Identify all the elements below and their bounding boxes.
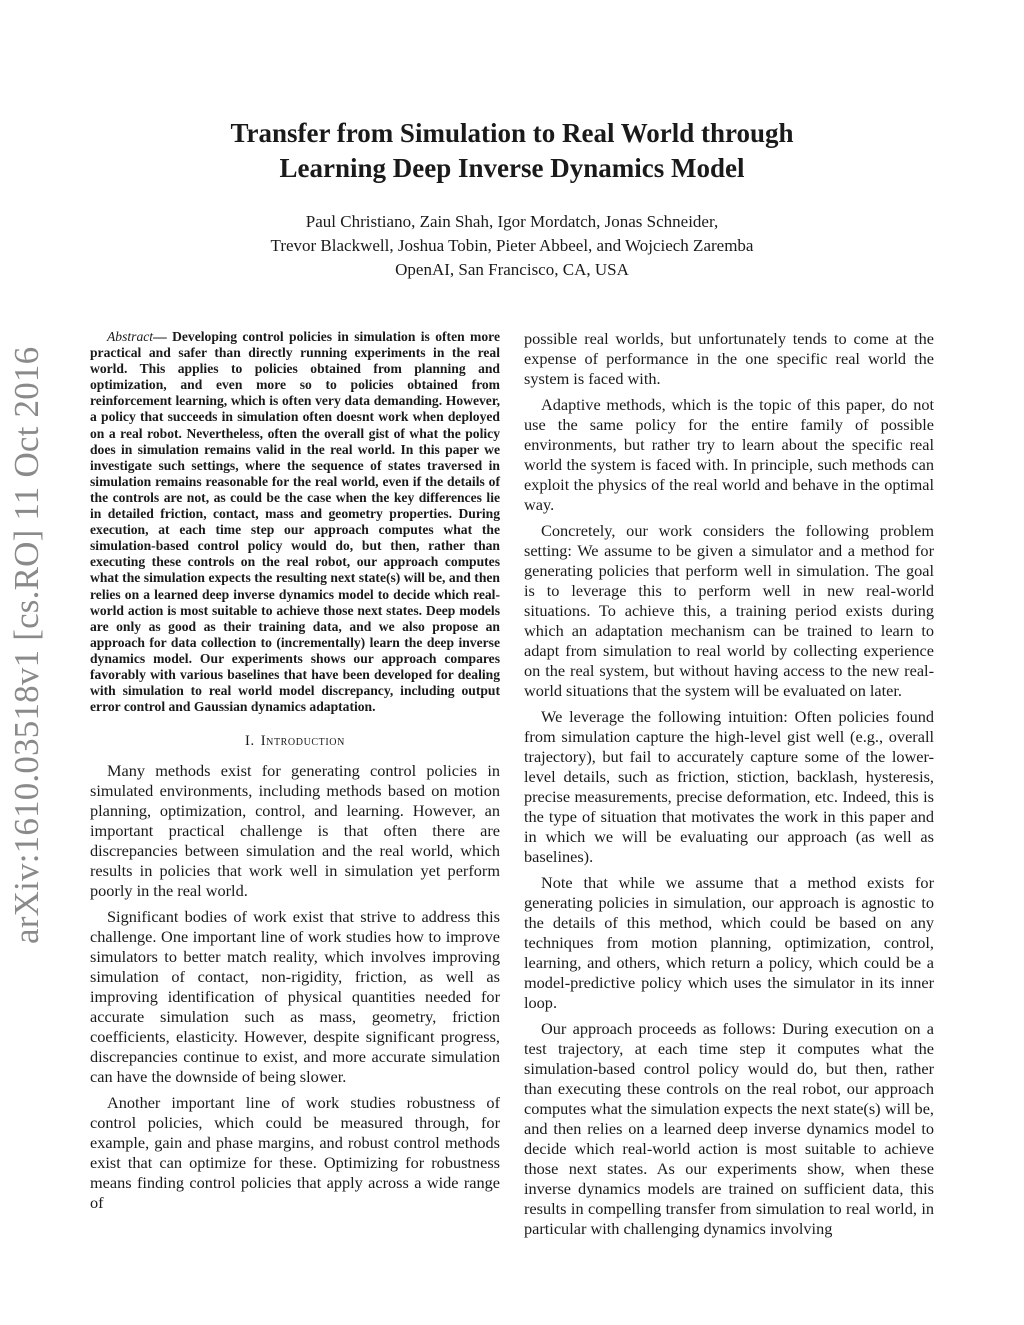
body-paragraph: Concretely, our work considers the following problem setting: We assume to be given a simulator and a method for generating policies that perform well in simulation. The goal is to leverage this to perform well in new real-world situations. To achieve this, a training period exists during which an adaptation mechanism can be trained to learn to adapt from simulation to real world by collecting experience on the real system, but without having access to the new real-world situations that the system will be evaluated on later. [524,521,934,700]
author-block [140,210,884,282]
body-paragraph: Another important line of work studies robustness of control policies, which could be measured through, for example, gain and phase margins, and robust control methods exist that can optimize for these. Optimizing for robustness means finding control policies that apply across a wide range of [90,1093,500,1213]
title-line: Learning Deep Inverse Dynamics Model [279,153,745,183]
author-line: Trevor Blackwell, Joshua Tobin, Pieter Abbeel, and Wojciech Zaremba [270,236,754,255]
body-paragraph: We leverage the following intuition: Often policies found from simulation capture the high-level gist well (e.g., overall trajectory), but fail to accurately capture some of the lower-level details, such as friction, stiction, backlash, hysteresis, precise measurements, precise deformation, etc. Indeed, this is the type of situation that motivates the work in this paper and in which we will be evaluating our approach (as well as baselines). [524,707,934,866]
section-number: I. [245,733,255,750]
body-paragraph: Significant bodies of work exist that strive to address this challenge. One important line of work studies how to improve simulators to better match reality, which involves improving simulation of contact, non-rigidity, friction, as well as improving identification of physical quantities needed for accurate simulation such as mass, geometry, friction coefficients, elasticity. However, despite significant progress, discrepancies continue to exist, and more accurate simulation can have the downside of being slower. [90,907,500,1087]
body-paragraph: Many methods exist for generating control policies in simulated environments, including methods based on motion planning, optimization, control, and learning. However, an important practical challenge is that often there are discrepancies between simulation and the real world, which results in policies that work well in simulation yet perform poorly in the real world. [90,761,500,901]
arxiv-identifier: arXiv:1610.03518v1 [cs.RO] 11 Oct 2016 [7,346,46,944]
abstract-text: Developing control policies in simulation is often more practical and safer than directly running experiments in the real world. This applies to policies obtained from planning and optimization, and even more so to policies obtained from reinforcement learning, which is often very data demanding. However, a policy that succeeds in simulation often doesnt work when deployed on a real robot. Nevertheless, often the overall gist of what the policy does in simulation remains valid in the real world. In this paper we investigate such settings, where the sequence of states traversed in simulation remains reasonable for the real world, even if the details of the controls are not, as could be the case when the key differences lie in detailed friction, contact, mass and geometry properties. During execution, at each time step our approach computes what the simulation-based control policy would do, but then, rather than executing these controls on the real robot, our approach computes what the simulation expects the resulting next state(s) will be, and then relies on a learned deep inverse dynamics model to decide which real-world action is most suitable to achieve those next states. Deep models are only as good as their training data, and we also propose an approach for data collection to (incrementally) learn the deep inverse dynamics model. Our experiments shows our approach compares favorably with various baselines that have been developed for dealing with simulation to real world model discrepancy, including output error control and Gaussian dynamics adaptation. [90,329,500,715]
abstract [90,329,500,715]
title-line: Transfer from Simulation to Real World through [230,118,794,148]
body-paragraph: Adaptive methods, which is the topic of this paper, do not use the same policy for the entire family of possible environments, but rather try to learn about the specific real world the system is faced with. In principle, such methods can exploit the physics of the real world and behave in the optimal way. [524,395,934,514]
paper-title [140,116,884,186]
body-paragraph: Our approach proceeds as follows: During execution on a test trajectory, at each time step it computes what the simulation-based control policy would do, but then, rather than executing these controls on the real robot, our approach computes what the simulation expects the next state(s) will be, and then relies on a learned deep inverse dynamics model to decide which real-world action is most suitable to achieve those next states. As our experiments show, when these inverse dynamics models are trained on sufficient data, this results in compelling transfer from simulation to real world, in particular with challenging dynamics involving [524,1019,934,1238]
abstract-label: Abstract [107,329,154,344]
author-line: Paul Christiano, Zain Shah, Igor Mordatch, Jonas Schneider, [305,212,719,231]
body-paragraph: Note that while we assume that a method exists for generating policies in simulation, our approach is agnostic to the details of this method, which could be based on any techniques from motion planning, optimization, control, learning, and others, which return a policy, which could be a model-predictive policy which uses the simulator in its inner loop. [524,873,934,1012]
abstract-separator: — [153,329,173,344]
left-column [90,329,500,1219]
section-heading [90,731,500,751]
section-title: Introduction [260,733,345,750]
right-column [524,329,934,1245]
affiliation-line: OpenAI, San Francisco, CA, USA [395,260,629,279]
body-paragraph-continued: possible real worlds, but unfortunately tends to come at the expense of performance in the one specific real world the system is faced with. [524,329,934,388]
